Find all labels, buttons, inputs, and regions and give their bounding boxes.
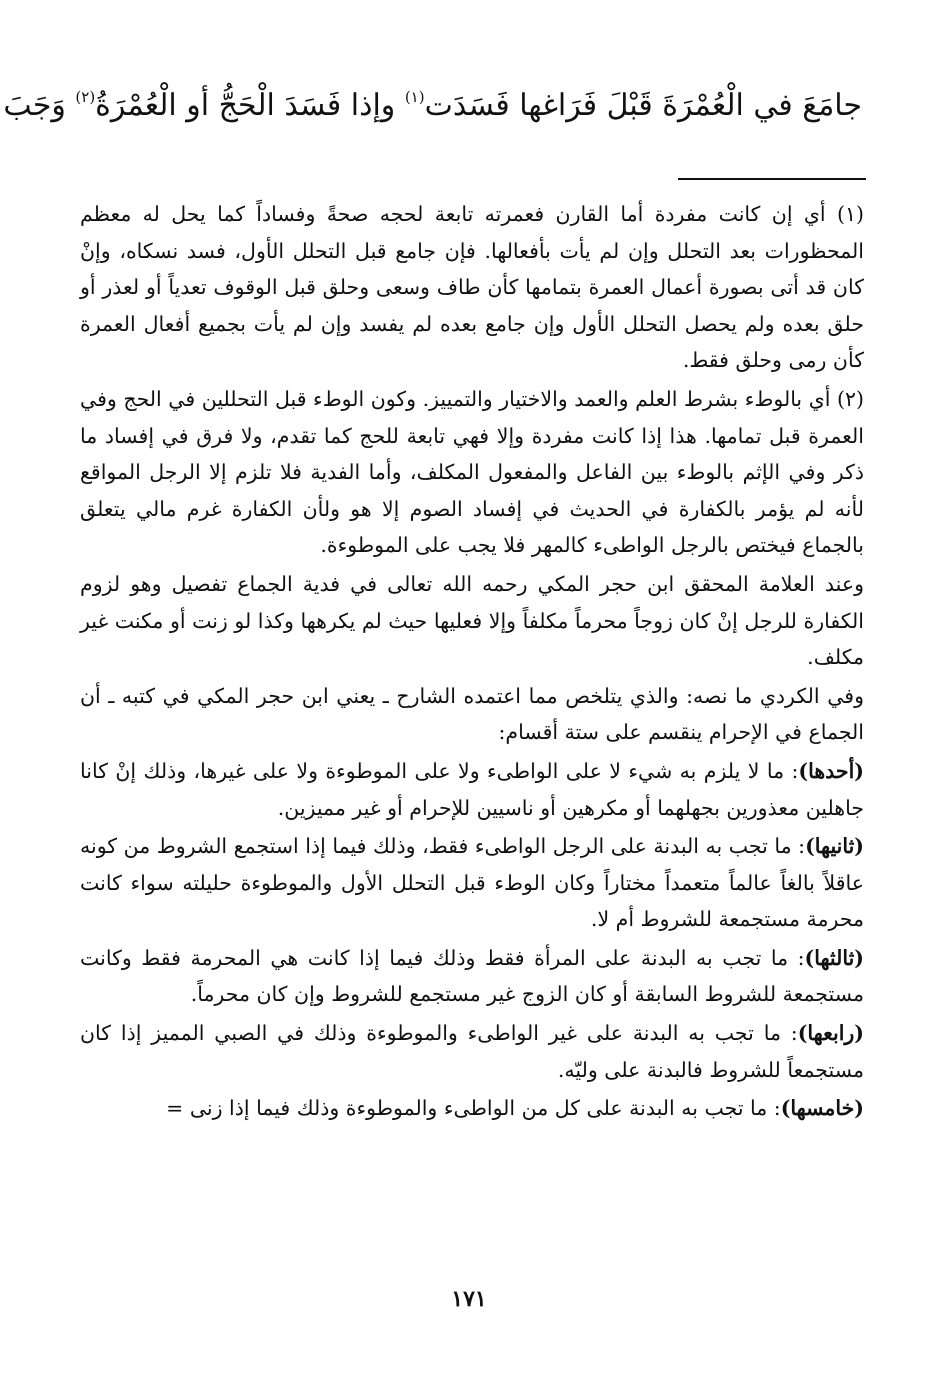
footnote-2-text: أي بالوطء بشرط العلم والعمد والاختيار والتمييز. وكون الوطء قبل التحللين في الحج وفي العمرة قبل تمامها. هذا إذا كانت مفردة وإلا فهي تابعة للحج كما تقدم، ولا فرق في إفساد ما ذكر وفي الإثم بالوطء بين الفاعل والمفعول المكلف، وأما الفدية فلا تلزم إلا الرجل المواقع لأنه لم يؤمر بالكفارة في الحديث في إفساد الصوم إلا هو ولأن الكفارة غرم مالي يتعلق بالجماع فيختص بالرجل الواطىء كالمهر فلا يجب على الموطوءة.: [80, 386, 864, 558]
category-first-label: (أحدها): [798, 758, 864, 783]
category-fifth: [80, 1090, 864, 1127]
footnote-1: [80, 196, 864, 379]
category-third-label: (ثالثها): [804, 945, 864, 970]
page-number: ١٧١: [451, 1286, 487, 1312]
footnote-ref-1: (١): [404, 88, 425, 106]
category-third-text: : ما تجب به البدنة على المرأة فقط وذلك فيما إذا كانت هي المحرمة فقط وكانت مستجمعة للشروط السابقة أو كان الزوج غير مستجمع للشروط وإن كان محرماً.: [80, 945, 864, 1007]
footnote-1-number: (١): [836, 202, 864, 226]
main-text-part-2: وإذا فَسَدَ الْحَجُّ أو الْعُمْرَةُ: [95, 88, 405, 123]
footnotes-section: [80, 196, 864, 1129]
footnote-1-text: أي إن كانت مفردة أما القارن فعمرته تابعة لحجه صحةً وفساداً كما يحل له معظم المحظورات بعد التحلل وإن لم يأت بأفعالها. فإن جامع قبل التحلل الأول، فسد نسكاه، وإنْ كان قد أتى بصورة أعمال العمرة بتمامها كأن طاف وسعى وحلق قبل الوقوف تعدياً أو لعذر أو حلق بعده ولم يحصل التحلل الأول وإن جامع بعده لم يفسد وإن لم يأت بجميع أفعال العمرة كأن رمى وحلق فقط.: [80, 202, 864, 373]
category-fourth-label: (رابعها): [797, 1021, 864, 1046]
category-second: [80, 828, 864, 938]
footnote-divider: [678, 178, 866, 180]
main-text-line: [3, 78, 862, 138]
main-text-part-3: وَجَبَ: [3, 88, 76, 123]
footnote-ref-2: (٢): [75, 88, 96, 106]
category-second-label: (ثانيها): [805, 834, 864, 859]
category-third: [80, 940, 864, 1013]
footnote-2: [80, 381, 864, 564]
category-first-text: : ما لا يلزم به شيء لا على الواطىء ولا على الموطوءة ولا على غيرها، وذلك إنْ كانا جاهلين معذورين بجهلهما أو مكرهين أو ناسيين للإحرام أو غير مميزين.: [80, 758, 864, 820]
category-fifth-text: : ما تجب به البدنة على كل من الواطىء والموطوءة وذلك فيما إذا زنى =: [166, 1096, 781, 1121]
category-second-text: : ما تجب به البدنة على الرجل الواطىء فقط، وذلك فيما إذا استجمع الشروط من كونه عاقلاً بالغاً عالماً متعمداً مختاراً وكان الوطء قبل التحلل الأول والموطوءة حليلته سواء كانت محرمة مستجمعة للشروط أم لا.: [80, 834, 864, 932]
footnote-2-number: (٢): [836, 386, 864, 411]
category-fourth: [80, 1015, 864, 1088]
category-fifth-label: (خامسها): [780, 1096, 864, 1121]
kurdi-paragraph: وفي الكردي ما نصه: والذي يتلخص مما اعتمده الشارح ـ يعني ابن حجر المكي في كتبه ـ أن الجماع في الإحرام ينقسم على ستة أقسام:: [80, 683, 864, 745]
main-text-part-1: جامَعَ في الْعُمْرَةَ قَبْلَ فَرَاغها فَسَدَت: [424, 88, 862, 123]
ibn-hajar-paragraph: وعند العلامة المحقق ابن حجر المكي رحمه الله تعالى في فدية الجماع تفصيل وهو لزوم الكفارة للرجل إنْ كان زوجاً محرماً مكلفاً وإلا فعليها حيث لم يكرهها وكذا لو زنت أو مكنت غير مكلف.: [80, 571, 864, 670]
category-first: [80, 753, 864, 826]
category-fourth-text: : ما تجب به البدنة على غير الواطىء والموطوءة وذلك في الصبي المميز إذا كان مستجمعاً للشروط فالبدنة على وليّه.: [80, 1021, 864, 1082]
